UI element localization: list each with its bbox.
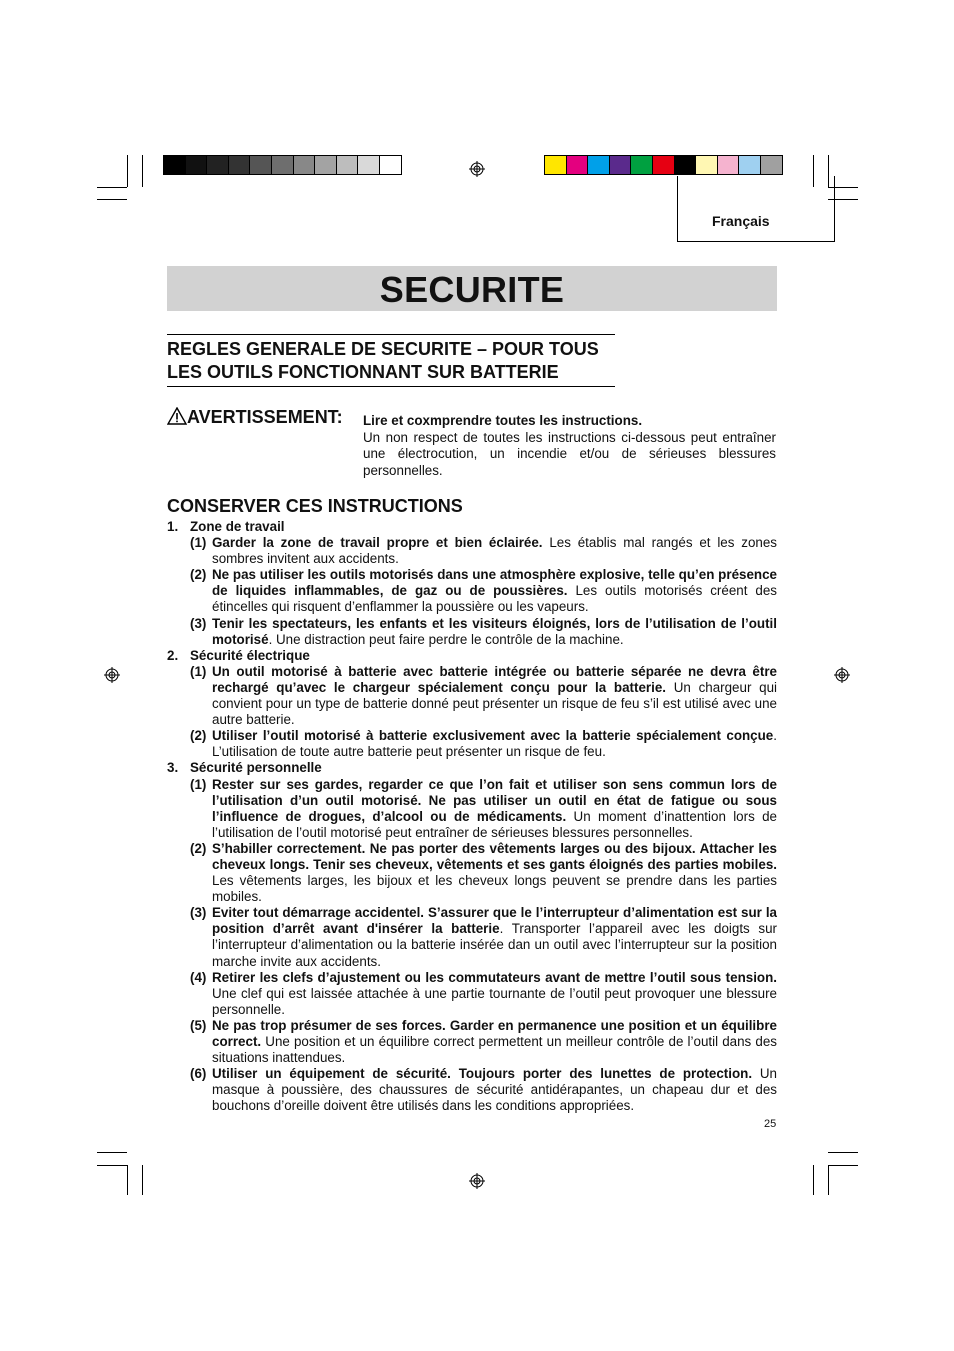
item-text: Les établis mal rangés et les zones sombres invitent aux accidents. — [212, 535, 777, 567]
item-emphasis: Ne pas utiliser les outils motorisés dans une atmosphère explosive, telle qu’en présence de liquides inflammables, de gaz ou de poussières. — [212, 567, 777, 599]
item-number: (3) — [190, 905, 207, 921]
category-title: Zone de travail — [190, 519, 285, 534]
gray-color-bar — [163, 155, 401, 175]
color-swatch — [717, 155, 740, 175]
color-swatch — [249, 155, 272, 175]
item-emphasis: Garder la zone de travail propre et bien éclairée. — [212, 535, 543, 551]
divider — [167, 334, 615, 335]
color-swatch — [228, 155, 251, 175]
item-number: (1) — [190, 663, 207, 679]
item-emphasis: Eviter tout démarrage accidentel. S’assurer que le l’interrupteur d’alimentation est sur la position d’arrêt avant d'insérer la batterie — [212, 905, 777, 937]
item-emphasis: Rester sur ses gardes, regarder ce que l’on fait et utiliser son sens commun lors de l’utilisation d’un outil motorisé. Ne pas utiliser un outil en état de fatigue ou sous l’influence de drogues, d’alcool ou de médicaments. — [212, 776, 777, 824]
rule-item — [167, 1018, 777, 1066]
rule-item — [167, 664, 777, 728]
warning-heading — [167, 407, 343, 428]
category-number: 3. — [167, 760, 179, 776]
rule-item — [167, 535, 777, 567]
item-text: . Une distraction peut faire perdre le contrôle de la machine. — [268, 631, 624, 647]
color-swatch — [293, 155, 316, 175]
item-text: . Transporter l’appareil avec les doigts sur l’interrupteur d’alimentation ou la batterie insérée dan un outil avec l’interrupteur sur la position marche invite aux accidents. — [212, 921, 777, 969]
rule-item — [167, 616, 777, 648]
color-swatch — [738, 155, 761, 175]
page-title-band — [167, 266, 777, 311]
item-number: (4) — [190, 969, 207, 985]
warning-body: Un non respect de toutes les instructions ci-dessous peut entraîner une électrocution, un incendie et/ou de sérieuses blessures personnelles. — [363, 429, 776, 478]
rule-item — [167, 777, 777, 841]
registration-mark-icon — [104, 667, 120, 683]
warning-text — [363, 413, 776, 479]
color-swatch — [336, 155, 359, 175]
item-text: Un moment d’inattention lors de l’utilisation de l’outil motorisé peut entraîner de sérieuses blessures personnelles. — [212, 808, 778, 840]
item-number: (1) — [190, 776, 207, 792]
item-text: Les outils motorisés créent des étincelles qui risquent d’enflammer la poussière ou les vapeurs. — [212, 583, 777, 615]
process-color-bar — [544, 155, 782, 175]
color-swatch — [163, 155, 186, 175]
color-swatch — [185, 155, 208, 175]
color-swatch — [760, 155, 783, 175]
color-swatch — [379, 155, 402, 175]
item-text: Un masque à poussière, des chaussures de sécurité antidérapantes, un chapeau dur et des bouchons d’oreille doivent être utilisés dans les conditions appropriées. — [212, 1066, 777, 1114]
rule-category — [167, 519, 777, 535]
item-number: (5) — [190, 1017, 207, 1033]
item-number: (3) — [190, 615, 207, 631]
item-number: (6) — [190, 1066, 207, 1082]
item-emphasis: Tenir les spectateurs, les enfants et les visiteurs éloignés, lors de l’utilisation de l’outil motorisé — [212, 615, 777, 647]
color-swatch — [609, 155, 632, 175]
item-emphasis: Ne pas trop présumer de ses forces. Garder en permanence une position et un équilibre correct. — [212, 1017, 777, 1049]
item-emphasis: S’habiller correctement. Ne pas porter des vêtements larges ou des bijoux. Attacher les cheveux longs. Tenir ses cheveux, vêtements et ses gants éloignés des parties mobiles. — [212, 840, 777, 872]
item-emphasis: Utiliser un équipement de sécurité. Toujours porter des lunettes de protection. — [212, 1066, 753, 1082]
category-title: Sécurité personnelle — [190, 760, 322, 776]
page-number: 25 — [764, 1118, 777, 1130]
language-label: Français — [712, 213, 770, 229]
conserver-heading: CONSERVER CES INSTRUCTIONS — [167, 496, 463, 516]
rule-item — [167, 905, 777, 969]
rule-category — [167, 760, 777, 776]
rule-item — [167, 728, 777, 760]
color-swatch — [271, 155, 294, 175]
warning-label: AVERTISSEMENT: — [187, 407, 343, 427]
item-text: Un chargeur qui convient pour un type de batterie donné peut présenter un risque de feu s’il est utilisé avec une autre batterie. — [212, 679, 778, 728]
color-swatch — [587, 155, 610, 175]
color-swatch — [695, 155, 718, 175]
item-number: (2) — [190, 567, 207, 583]
registration-mark-icon — [834, 667, 850, 683]
item-text: Une position et un équilibre correct permettent un meilleur contrôle de l’outil dans des situations inattendues. — [212, 1034, 777, 1066]
item-emphasis: Un outil motorisé à batterie avec batterie intégrée ou batterie séparée ne devra être rechargé qu’avec le chargeur spécialement conçu pour la batterie. — [212, 663, 777, 695]
divider — [167, 386, 615, 387]
registration-mark-icon — [469, 1173, 485, 1189]
rule-item — [167, 567, 777, 615]
category-title: Sécurité électrique — [190, 647, 310, 663]
color-swatch — [674, 155, 697, 175]
item-text: . L’utilisation de toute autre batterie peut présenter un risque de feu. — [212, 728, 777, 760]
page-title: SECURITE — [379, 269, 565, 310]
rule-item — [167, 970, 777, 1018]
category-number: 2. — [167, 647, 179, 663]
section-heading: REGLES GENERALE DE SECURITE – POUR TOUS LES OUTILS FONCTIONNANT SUR BATTERIE — [167, 339, 599, 382]
color-swatch — [357, 155, 380, 175]
item-text: Les vêtements larges, les bijoux et les cheveux longs peuvent se prendre dans les parties mobiles. — [212, 873, 777, 905]
color-swatch — [544, 155, 567, 175]
rule-category — [167, 648, 777, 664]
language-tab — [677, 176, 835, 242]
warning-lead: Lire et coxmprendre toutes les instructions. — [363, 413, 643, 428]
color-swatch — [652, 155, 675, 175]
rule-item — [167, 841, 777, 905]
item-emphasis: Utiliser l’outil motorisé à batterie exclusivement avec la batterie spécialement conçue — [212, 728, 774, 744]
item-text: Une clef qui est laissée attachée à une partie tournante de l’outil peut provoquer une blessure personnelle. — [212, 985, 777, 1017]
item-emphasis: Retirer les clefs d’ajustement ou les commutateurs avant de mettre l’outil sous tension. — [212, 969, 777, 985]
warning-triangle-icon — [167, 407, 187, 425]
rule-item — [167, 1066, 777, 1114]
color-swatch — [630, 155, 653, 175]
item-number: (2) — [190, 840, 207, 856]
color-swatch — [206, 155, 229, 175]
category-number: 1. — [167, 519, 179, 534]
safety-rules-list — [167, 519, 777, 1114]
color-swatch — [566, 155, 589, 175]
item-number: (1) — [190, 535, 207, 551]
item-number: (2) — [190, 728, 207, 744]
color-swatch — [314, 155, 337, 175]
registration-mark-icon — [469, 161, 485, 177]
